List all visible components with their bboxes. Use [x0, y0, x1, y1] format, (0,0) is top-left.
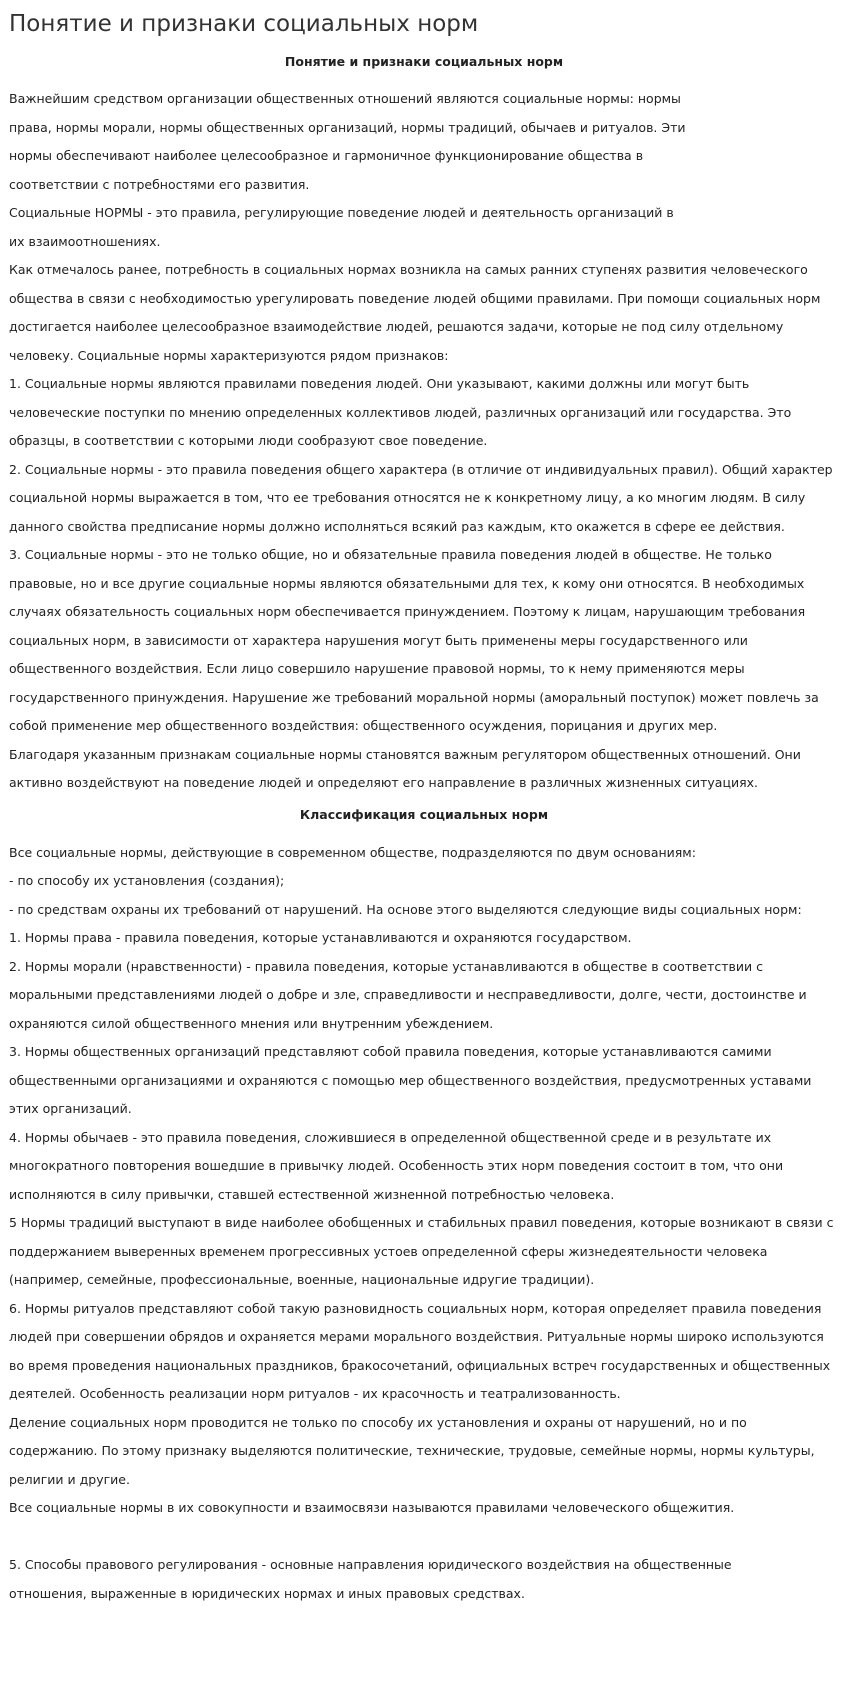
paragraph: Важнейшим средством организации общественных отношений являются социальные нормы: нормы права, нормы морали, нормы общественных организаций, нормы традиций, обычаев и ритуалов. Эти нормы обеспечивают наиболее целесообразное и гармоничное функционирование общества в соответствии с потребностями его развития.	[9, 91, 686, 192]
paragraph: Благодаря указанным признакам социальные нормы становятся важным регулятором общественных отношений. Они активно воздействуют на поведение людей и определяют его направление в различных жизненных ситуациях.	[9, 746, 801, 790]
paragraph: - по способу их установления (создания);	[9, 873, 285, 888]
paragraph: Деление социальных норм проводится не только по способу их установления и охраны от нарушений, но и по содержанию. По этому признаку выделяются политические, технические, трудовые, семейные нормы, нормы культуры, религии и другие.	[9, 1414, 815, 1487]
paragraph: 5 Нормы традиций выступают в виде наиболее обобщенных и стабильных правил поведения, которые возникают в связи с поддержанием выверенных временем прогрессивных устоев определенной сферы жизнедеятельности человека (например, семейные, профессиональные, военные, национальные идругие традиции).	[9, 1215, 834, 1287]
paragraph: 3. Нормы общественных организаций представляют собой правила поведения, которые устанавливаются самими общественными организациями и охраняются с помощью мер общественного воздействия, предусмотренных уставами этих организаций.	[9, 1044, 812, 1116]
document-page	[0, 9, 839, 1608]
blank-line	[9, 1523, 839, 1552]
paragraph: 1. Социальные нормы являются правилами поведения людей. Они указывают, какими должны или могут быть человеческие поступки по мнению определенных коллективов людей, различных организаций или государства. Это образцы, в соответствии с которыми люди сообразуют свое поведение.	[9, 376, 792, 448]
paragraph: Социальные НОРМЫ - это правила, регулирующие поведение людей и деятельность организаций в их взаимоотношениях.	[9, 205, 674, 249]
paragraph: - по средствам охраны их требований от нарушений. На основе этого выделяются следующие виды социальных норм:	[9, 901, 802, 917]
section-concept	[9, 53, 839, 798]
section-classification	[9, 806, 839, 1523]
paragraph: 3. Социальные нормы - это не только общие, но и обязательные правила поведения людей в обществе. Не только правовые, но и все другие социальные нормы являются обязательными для тех, к кому они относятся. В необходимых случаях обязательность социальных норм обеспечивается принуждением. Поэтому к лицам, нарушающим требования социальных норм, в зависимости от характера нарушения могут быть применены меры государственного или общественного воздействия. Если лицо совершило нарушение правовой нормы, то к нему применяются меры государственного принуждения. Нарушение же требований моральной нормы (аморальный поступок) может повлечь за собой применение мер общественного воздействия: общественного осуждения, порицания и других мер.	[9, 547, 819, 733]
paragraph: 2. Социальные нормы - это правила поведения общего характера (в отличие от индивидуальных правил). Общий характер социальной нормы выражается в том, что ее требования относятся не к конкретному лицу, а ко многим людям. В силу данного свойства предписание нормы должно исполняться всякий раз каждым, кто окажется в сфере ее действия.	[9, 461, 833, 534]
section-heading-classification: Классификация социальных норм	[299, 806, 549, 822]
paragraph: 4. Нормы обычаев - это правила поведения, сложившиеся в определенной общественной среде и в результате их многократного повторения вошедшие в привычку людей. Особенность этих норм поведения состоит в том, что они исполняются в силу привычки, ставшей естественной жизненной потребностью человека.	[9, 1129, 784, 1202]
paragraph: Все социальные нормы, действующие в современном обществе, подразделяются по двум основаниям:	[9, 844, 696, 860]
paragraph: 1. Нормы права - правила поведения, которые устанавливаются и охраняются государством.	[9, 930, 632, 945]
paragraph: 2. Нормы морали (нравственности) - правила поведения, которые устанавливаются в обществе в соответствии с моральными представлениями людей о добре и зле, справедливости и несправедливости, долге, чести, достоинстве и охраняются силой общественного мнения или внутренним убеждением.	[9, 958, 807, 1031]
page-title: Понятие и признаки социальных норм	[9, 11, 479, 37]
paragraph: 6. Нормы ритуалов представляют собой такую разновидность социальных норм, которая определяет правила поведения людей при совершении обрядов и охраняется мерами морального воздействия. Ритуальные нормы широко используются во время проведения национальных праздников, бракосочетаний, официальных встреч государственных и общественных деятелей. Особенность реализации норм ритуалов - их красочность и театрализованность.	[9, 1300, 831, 1401]
paragraph: Как отмечалось ранее, потребность в социальных нормах возникла на самых ранних ступенях развития человеческого общества в связи с необходимостью урегулировать поведение людей общими правилами. При помощи социальных норм достигается наиболее целесообразное взаимодействие людей, решаются задачи, которые не под силу отдельному человеку. Социальные нормы характеризуются рядом признаков:	[9, 262, 821, 363]
paragraph: Все социальные нормы в их совокупности и взаимосвязи называются правилами человеческого общежития.	[9, 1500, 735, 1515]
paragraph-regulation-methods: 5. Способы правового регулирования - основные направления юридического воздействия на общественные отношения, выраженные в юридических нормах и иных правовых средствах.	[9, 1557, 732, 1601]
section-heading-concept: Понятие и признаки социальных норм	[284, 54, 564, 69]
